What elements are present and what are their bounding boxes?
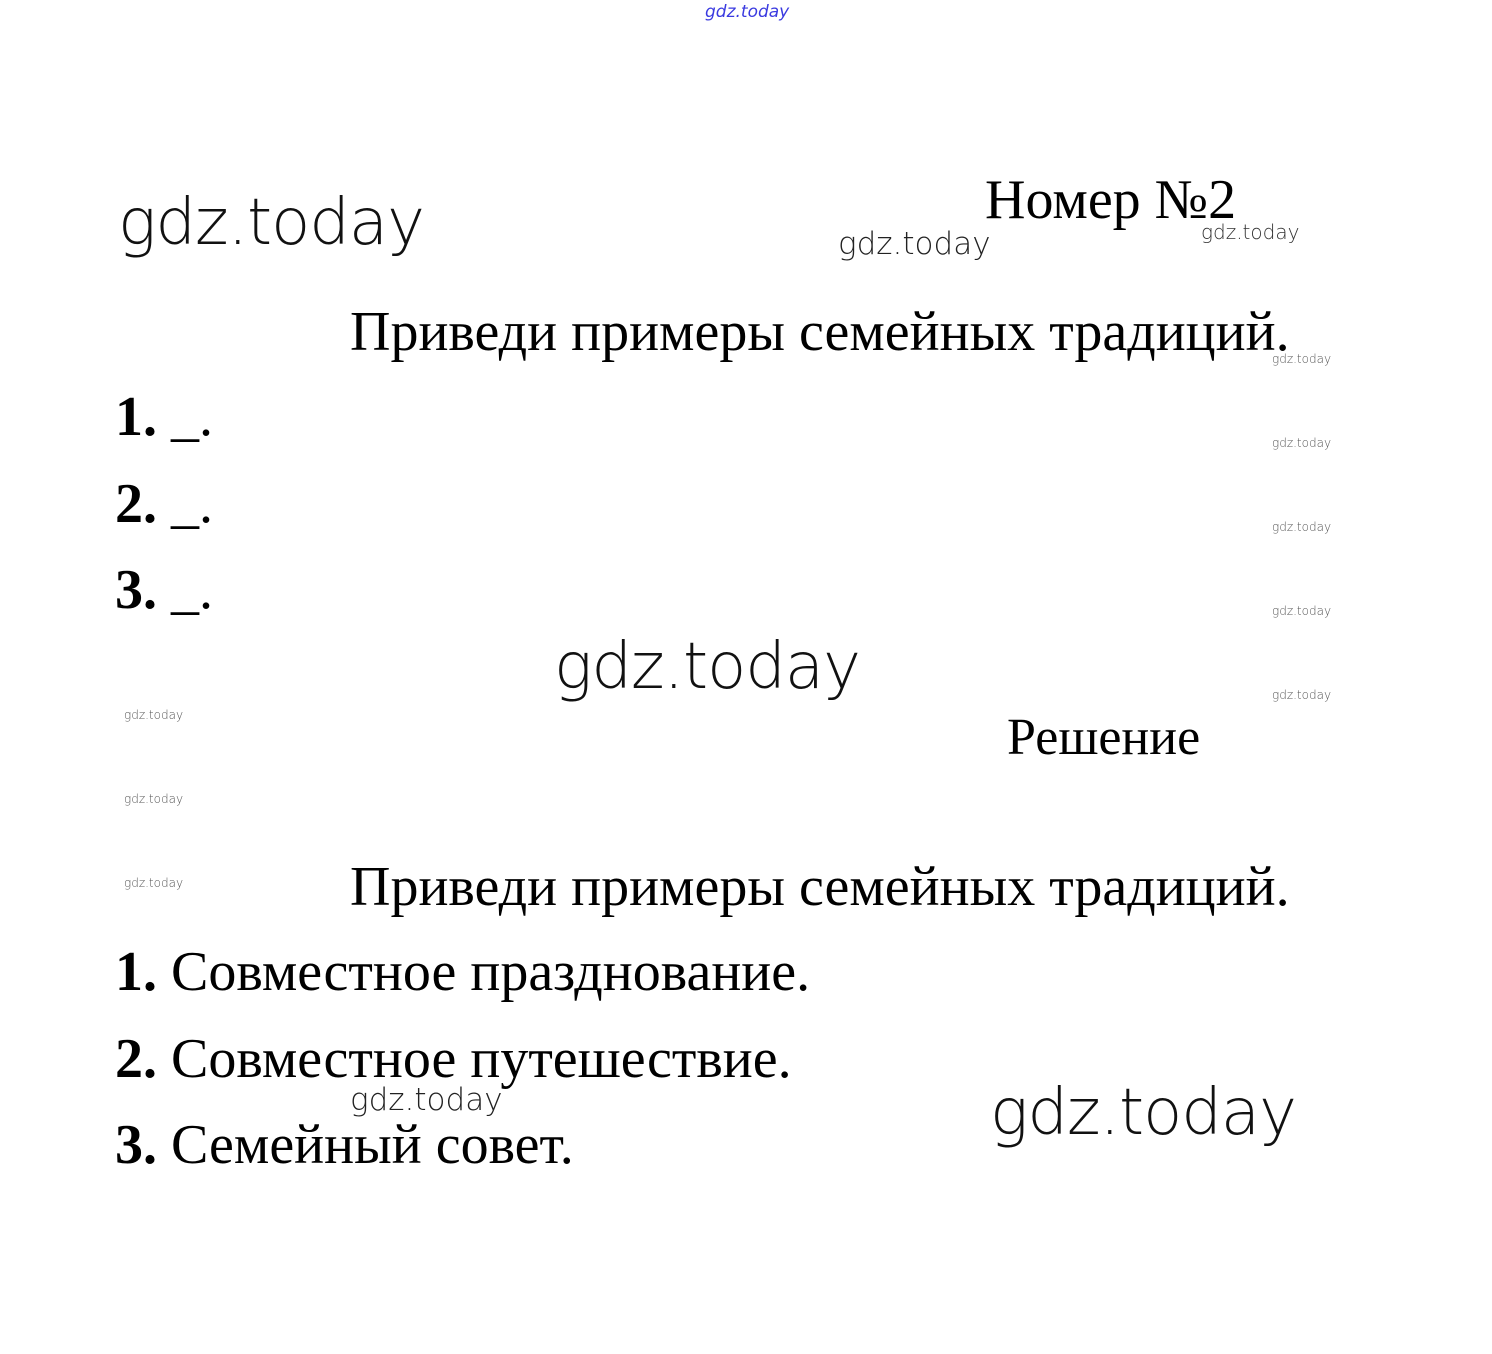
watermark-large: gdz.today	[118, 186, 424, 260]
answer-text: Совместное празднование.	[171, 941, 811, 1003]
watermark-tiny: gdz.today	[124, 792, 184, 806]
item-blank: _.	[171, 386, 213, 448]
watermark-small: gdz.today	[1201, 220, 1300, 244]
blank-item	[115, 385, 213, 449]
item-number: 1.	[115, 386, 157, 448]
watermark-tiny: gdz.today	[1272, 688, 1332, 702]
item-number: 2.	[115, 1028, 157, 1090]
answer-text: Семейный совет.	[171, 1114, 574, 1176]
watermark-medium: gdz.today	[838, 226, 991, 262]
watermark-large: gdz.today	[554, 630, 860, 704]
watermark-tiny: gdz.today	[124, 708, 184, 722]
answer-item	[115, 1113, 574, 1177]
watermark-tiny: gdz.today	[124, 876, 184, 890]
watermark-medium: gdz.today	[350, 1082, 503, 1118]
exercise-title: Номер №2	[985, 169, 1237, 231]
item-number: 3.	[115, 1114, 157, 1176]
exercise-prompt: Приведи примеры семейных традиций.	[350, 301, 1290, 363]
answer-item	[115, 1027, 792, 1091]
item-number: 1.	[115, 941, 157, 1003]
item-number: 2.	[115, 473, 157, 535]
watermark-tiny: gdz.today	[1272, 520, 1332, 534]
solution-heading: Решение	[1007, 709, 1201, 766]
watermark-tiny: gdz.today	[1272, 352, 1332, 366]
answer-item	[115, 940, 810, 1004]
item-blank: _.	[171, 473, 213, 535]
watermark-large: gdz.today	[990, 1076, 1296, 1150]
item-number: 3.	[115, 559, 157, 621]
blank-item	[115, 472, 213, 536]
blank-item	[115, 558, 213, 622]
answer-text: Совместное путешествие.	[171, 1028, 792, 1090]
watermark-tiny: gdz.today	[1272, 436, 1332, 450]
item-blank: _.	[171, 559, 213, 621]
solution-prompt: Приведи примеры семейных традиций.	[350, 856, 1290, 918]
watermark-top: gdz.today	[705, 2, 790, 22]
watermark-tiny: gdz.today	[1272, 604, 1332, 618]
